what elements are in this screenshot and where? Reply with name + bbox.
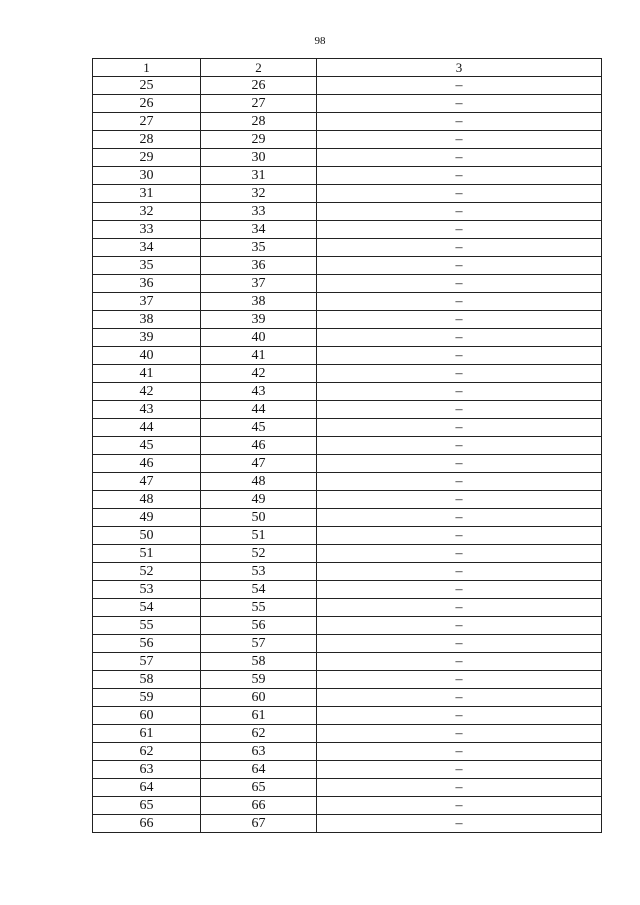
table-row <box>93 329 602 347</box>
table-cell-col-1: 57 <box>93 653 201 671</box>
table-cell-col-3: – <box>317 113 602 131</box>
table-row <box>93 653 602 671</box>
table-row <box>93 509 602 527</box>
table-cell-col-1: 25 <box>93 77 201 95</box>
table-row <box>93 401 602 419</box>
table-cell-col-1: 56 <box>93 635 201 653</box>
table-cell-col-3: – <box>317 77 602 95</box>
table-cell-col-1: 60 <box>93 707 201 725</box>
column-header-3: 3 <box>317 59 602 77</box>
column-header-2: 2 <box>201 59 317 77</box>
table-cell-col-2: 33 <box>201 203 317 221</box>
table-cell-col-2: 32 <box>201 185 317 203</box>
table-cell-col-1: 49 <box>93 509 201 527</box>
table-row <box>93 131 602 149</box>
table-cell-col-3: – <box>317 257 602 275</box>
table-cell-col-1: 51 <box>93 545 201 563</box>
table-cell-col-3: – <box>317 167 602 185</box>
table-cell-col-3: – <box>317 221 602 239</box>
table-cell-col-1: 64 <box>93 779 201 797</box>
table-cell-col-3: – <box>317 473 602 491</box>
table-cell-col-1: 28 <box>93 131 201 149</box>
table-cell-col-1: 37 <box>93 293 201 311</box>
table-cell-col-1: 26 <box>93 95 201 113</box>
table-cell-col-1: 32 <box>93 203 201 221</box>
table-cell-col-2: 51 <box>201 527 317 545</box>
table-row <box>93 383 602 401</box>
table-cell-col-1: 30 <box>93 167 201 185</box>
table-cell-col-1: 42 <box>93 383 201 401</box>
table-cell-col-1: 41 <box>93 365 201 383</box>
table-row <box>93 167 602 185</box>
table-row <box>93 203 602 221</box>
table-row <box>93 527 602 545</box>
table-cell-col-3: – <box>317 635 602 653</box>
table-cell-col-2: 41 <box>201 347 317 365</box>
table-cell-col-3: – <box>317 185 602 203</box>
table-cell-col-3: – <box>317 329 602 347</box>
table-row <box>93 347 602 365</box>
table-cell-col-1: 48 <box>93 491 201 509</box>
table-cell-col-3: – <box>317 149 602 167</box>
table-cell-col-2: 61 <box>201 707 317 725</box>
table-cell-col-3: – <box>317 203 602 221</box>
table-cell-col-1: 54 <box>93 599 201 617</box>
table-cell-col-3: – <box>317 581 602 599</box>
table-cell-col-3: – <box>317 311 602 329</box>
table-cell-col-3: – <box>317 545 602 563</box>
table-cell-col-1: 40 <box>93 347 201 365</box>
table-row <box>93 491 602 509</box>
table-row <box>93 671 602 689</box>
table-row <box>93 239 602 257</box>
data-table <box>92 58 602 833</box>
table-cell-col-3: – <box>317 131 602 149</box>
table-cell-col-3: – <box>317 617 602 635</box>
table-cell-col-3: – <box>317 707 602 725</box>
table-cell-col-2: 52 <box>201 545 317 563</box>
table-cell-col-2: 64 <box>201 761 317 779</box>
table-cell-col-2: 66 <box>201 797 317 815</box>
table-cell-col-3: – <box>317 437 602 455</box>
table-cell-col-2: 47 <box>201 455 317 473</box>
table-cell-col-2: 35 <box>201 239 317 257</box>
table-cell-col-2: 49 <box>201 491 317 509</box>
table-cell-col-3: – <box>317 383 602 401</box>
table-cell-col-2: 31 <box>201 167 317 185</box>
table-row <box>93 689 602 707</box>
table-cell-col-2: 38 <box>201 293 317 311</box>
table-cell-col-2: 39 <box>201 311 317 329</box>
table-row <box>93 635 602 653</box>
table-cell-col-2: 67 <box>201 815 317 833</box>
table-cell-col-3: – <box>317 491 602 509</box>
table-row <box>93 725 602 743</box>
table-header-row <box>93 59 602 77</box>
table-cell-col-2: 26 <box>201 77 317 95</box>
table-cell-col-2: 60 <box>201 689 317 707</box>
table-row <box>93 563 602 581</box>
table-cell-col-2: 48 <box>201 473 317 491</box>
table-row <box>93 311 602 329</box>
table-row <box>93 275 602 293</box>
table-cell-col-3: – <box>317 455 602 473</box>
table-cell-col-3: – <box>317 653 602 671</box>
table-row <box>93 185 602 203</box>
table-cell-col-1: 52 <box>93 563 201 581</box>
table-row <box>93 707 602 725</box>
table-cell-col-2: 37 <box>201 275 317 293</box>
table-cell-col-3: – <box>317 599 602 617</box>
table-cell-col-1: 39 <box>93 329 201 347</box>
table-cell-col-3: – <box>317 293 602 311</box>
table-cell-col-1: 62 <box>93 743 201 761</box>
table-cell-col-1: 46 <box>93 455 201 473</box>
table-cell-col-3: – <box>317 815 602 833</box>
table-cell-col-2: 45 <box>201 419 317 437</box>
table-row <box>93 95 602 113</box>
table-cell-col-2: 34 <box>201 221 317 239</box>
table-cell-col-1: 38 <box>93 311 201 329</box>
table-cell-col-2: 28 <box>201 113 317 131</box>
table-cell-col-2: 54 <box>201 581 317 599</box>
table-cell-col-1: 31 <box>93 185 201 203</box>
table-cell-col-2: 43 <box>201 383 317 401</box>
table-cell-col-1: 27 <box>93 113 201 131</box>
table-cell-col-2: 27 <box>201 95 317 113</box>
table-cell-col-1: 58 <box>93 671 201 689</box>
table-row <box>93 815 602 833</box>
table-cell-col-3: – <box>317 725 602 743</box>
table-row <box>93 779 602 797</box>
table-cell-col-1: 63 <box>93 761 201 779</box>
page-number: 98 <box>314 35 326 47</box>
column-header-1: 1 <box>93 59 201 77</box>
table-cell-col-2: 36 <box>201 257 317 275</box>
table-cell-col-2: 65 <box>201 779 317 797</box>
table-cell-col-2: 58 <box>201 653 317 671</box>
table-row <box>93 761 602 779</box>
table-cell-col-2: 44 <box>201 401 317 419</box>
table-cell-col-1: 35 <box>93 257 201 275</box>
table-cell-col-2: 53 <box>201 563 317 581</box>
table-cell-col-3: – <box>317 509 602 527</box>
table-cell-col-3: – <box>317 671 602 689</box>
table-cell-col-1: 45 <box>93 437 201 455</box>
table-cell-col-1: 66 <box>93 815 201 833</box>
table-cell-col-1: 44 <box>93 419 201 437</box>
table-body <box>93 77 602 833</box>
table-cell-col-3: – <box>317 797 602 815</box>
table-cell-col-3: – <box>317 563 602 581</box>
table-cell-col-2: 29 <box>201 131 317 149</box>
table-cell-col-1: 47 <box>93 473 201 491</box>
table-cell-col-1: 29 <box>93 149 201 167</box>
table-cell-col-1: 61 <box>93 725 201 743</box>
table-cell-col-1: 34 <box>93 239 201 257</box>
table-cell-col-1: 36 <box>93 275 201 293</box>
table-row <box>93 293 602 311</box>
table-cell-col-1: 55 <box>93 617 201 635</box>
table-row <box>93 257 602 275</box>
table-cell-col-3: – <box>317 401 602 419</box>
table-cell-col-3: – <box>317 347 602 365</box>
table-cell-col-2: 42 <box>201 365 317 383</box>
table-row <box>93 419 602 437</box>
table-row <box>93 365 602 383</box>
table-cell-col-2: 55 <box>201 599 317 617</box>
table-header <box>93 59 602 77</box>
table-row <box>93 743 602 761</box>
table-cell-col-1: 65 <box>93 797 201 815</box>
table-cell-col-3: – <box>317 419 602 437</box>
table-cell-col-3: – <box>317 779 602 797</box>
table-cell-col-3: – <box>317 761 602 779</box>
table-row <box>93 473 602 491</box>
table-row <box>93 455 602 473</box>
table-cell-col-3: – <box>317 689 602 707</box>
table-cell-col-3: – <box>317 743 602 761</box>
table-row <box>93 149 602 167</box>
table-cell-col-3: – <box>317 95 602 113</box>
table-row <box>93 221 602 239</box>
table-cell-col-2: 62 <box>201 725 317 743</box>
table-cell-col-2: 46 <box>201 437 317 455</box>
table-cell-col-3: – <box>317 275 602 293</box>
table-row <box>93 581 602 599</box>
table-cell-col-1: 59 <box>93 689 201 707</box>
table-cell-col-3: – <box>317 365 602 383</box>
table-cell-col-1: 50 <box>93 527 201 545</box>
table-row <box>93 545 602 563</box>
table-cell-col-2: 57 <box>201 635 317 653</box>
table-cell-col-2: 50 <box>201 509 317 527</box>
table-cell-col-2: 40 <box>201 329 317 347</box>
table-cell-col-3: – <box>317 239 602 257</box>
table-cell-col-2: 56 <box>201 617 317 635</box>
table-row <box>93 599 602 617</box>
table-cell-col-2: 30 <box>201 149 317 167</box>
table-cell-col-1: 43 <box>93 401 201 419</box>
table-cell-col-1: 53 <box>93 581 201 599</box>
table-cell-col-1: 33 <box>93 221 201 239</box>
table-cell-col-3: – <box>317 527 602 545</box>
table-cell-col-2: 59 <box>201 671 317 689</box>
table-row <box>93 77 602 95</box>
table-row <box>93 617 602 635</box>
table-row <box>93 113 602 131</box>
table-row <box>93 437 602 455</box>
table-cell-col-2: 63 <box>201 743 317 761</box>
table-row <box>93 797 602 815</box>
